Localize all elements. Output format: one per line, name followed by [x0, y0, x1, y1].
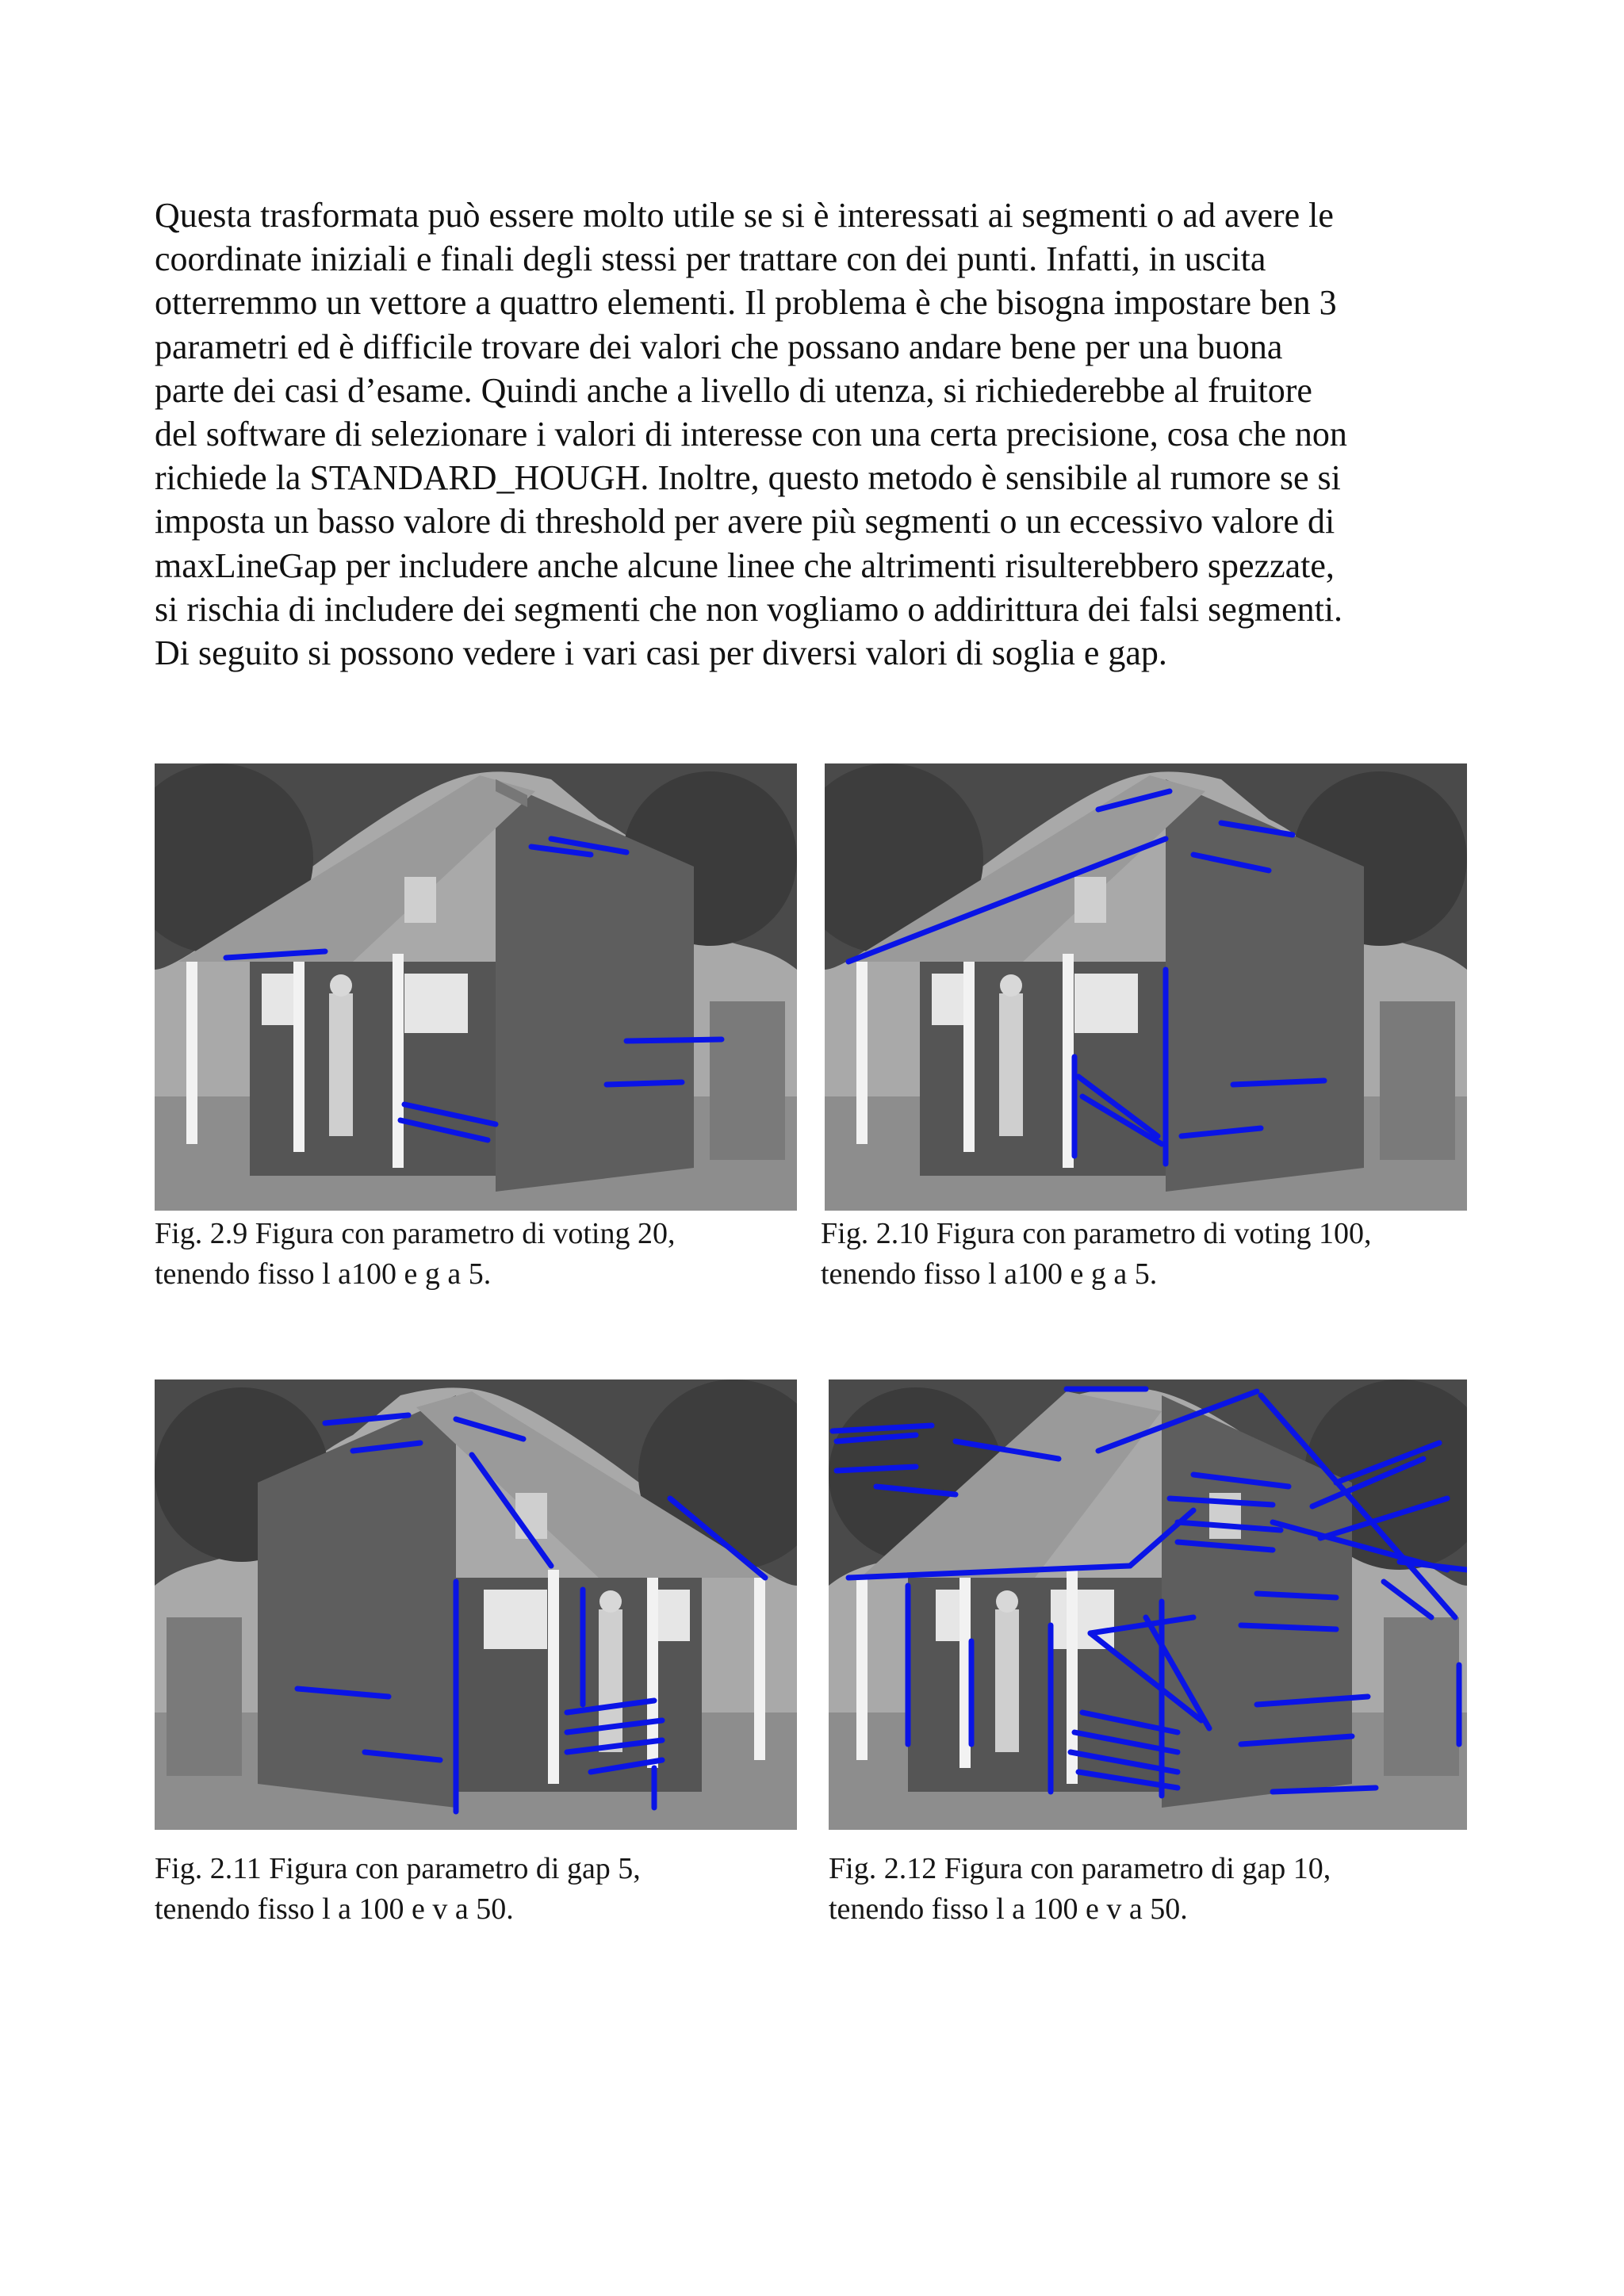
paragraph-line: parte dei casi d’esame. Quindi anche a livello di utenza, si richiederebbe al fruitore — [155, 370, 1312, 410]
paragraph-line: richiede la STANDARD_HOUGH. Inoltre, questo metodo è sensibile al rumore se si — [155, 458, 1341, 498]
paragraph-line: del software di selezionare i valori di interesse con una certa precisione, cosa che non — [155, 415, 1347, 454]
caption-line: Fig. 2.12 Figura con parametro di gap 10, — [829, 1852, 1331, 1885]
caption-line: tenendo fisso l a100 e g a 5. — [155, 1257, 492, 1291]
figure-2-12-caption — [829, 1849, 1331, 1930]
figure-2-10-house-photo — [825, 763, 1467, 1211]
figure-2-11-caption — [155, 1849, 641, 1930]
body-paragraph — [155, 193, 1487, 675]
caption-line: Fig. 2.9 Figura con parametro di voting 20, — [155, 1217, 676, 1250]
paragraph-line: maxLineGap per includere anche alcune linee che altrimenti risulterebbero spezzate, — [155, 545, 1335, 585]
caption-line: tenendo fisso l a100 e g a 5. — [821, 1257, 1158, 1291]
paragraph-line: otterremmo un vettore a quattro elementi. Il problema è che bisogna impostare ben 3 — [155, 283, 1337, 323]
figure-2-10-caption — [821, 1214, 1371, 1295]
paragraph-line: parametri ed è difficile trovare dei valori che possano andare bene per una buona — [155, 327, 1283, 366]
caption-line: tenendo fisso l a 100 e v a 50. — [829, 1892, 1188, 1926]
figure-2-9-caption — [155, 1214, 675, 1295]
paragraph-line: Questa trasformata può essere molto utile se si è interessati ai segmenti o ad avere le — [155, 196, 1334, 235]
figure-2-11-house-photo — [155, 1380, 797, 1830]
paragraph-line: si rischia di includere dei segmenti che non vogliamo o addirittura dei falsi segmenti. — [155, 589, 1343, 629]
caption-line: tenendo fisso l a 100 e v a 50. — [155, 1892, 514, 1926]
paragraph-line: imposta un basso valore di threshold per avere più segmenti o un eccessivo valore di — [155, 502, 1335, 541]
paragraph-line: Di seguito si possono vedere i vari casi per diversi valori di soglia e gap. — [155, 633, 1167, 673]
figure-2-9-house-photo — [155, 763, 797, 1211]
figure-2-12-house-photo — [829, 1380, 1467, 1830]
caption-line: Fig. 2.10 Figura con parametro di voting 100, — [821, 1217, 1372, 1250]
caption-line: Fig. 2.11 Figura con parametro di gap 5, — [155, 1852, 641, 1885]
paragraph-line: coordinate iniziali e finali degli stessi per trattare con dei punti. Infatti, in uscita — [155, 239, 1266, 279]
